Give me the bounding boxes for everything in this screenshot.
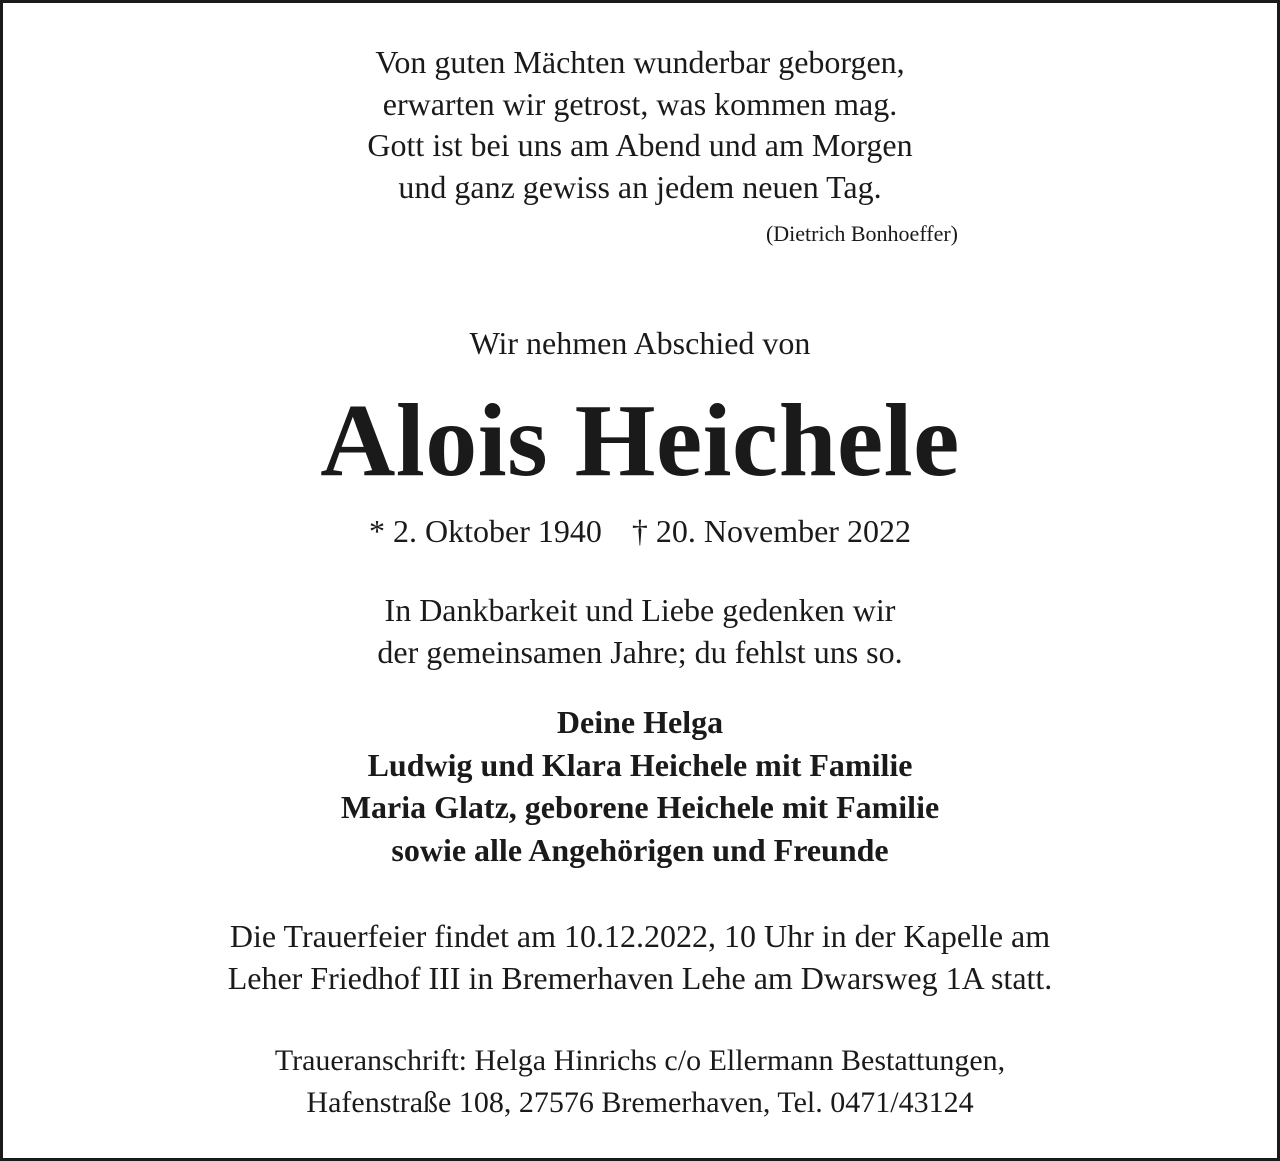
quote-attribution: (Dietrich Bonhoeffer) [765,221,958,246]
death-date: † 20. November 2022 [631,513,911,549]
quote-line: erwarten wir getrost, was kommen mag. [382,85,898,122]
address-line: Traueranschrift: Helga Hinrichs c/o Ellermann Bestattungen, [274,1044,1006,1077]
address-line: Hafenstraße 108, 27576 Bremerhaven, Tel. 0471/43124 [306,1086,974,1119]
tribute-line: In Dankbarkeit und Liebe gedenken wir [384,592,896,628]
mourner-line: Ludwig und Klara Heichele mit Familie [367,746,913,783]
mourner-line: Maria Glatz, geborene Heichele mit Familie [340,789,940,825]
quote-line: Gott ist bei uns am Abend und am Morgen [367,127,913,163]
bonhoeffer-quote [0,42,1280,208]
tribute-text [0,589,1280,673]
deceased-name: Alois Heichele [320,383,960,498]
quote-line: Von guten Mächten wunderbar geborgen, [375,44,905,80]
life-dates [0,510,1280,552]
birth-date: * 2. Oktober 1940 [369,513,602,549]
ceremony-info [0,916,1280,999]
farewell-intro: Wir nehmen Abschied von [469,325,811,361]
ceremony-line: Die Trauerfeier findet am 10.12.2022, 10 Uhr in der Kapelle am [229,918,1051,954]
mourner-line: sowie alle Angehörigen und Freunde [391,831,889,868]
mourning-address [0,1040,1280,1124]
mourner-line: Deine Helga [556,704,724,740]
mourners-list [0,701,1280,871]
ceremony-line: Leher Friedhof III in Bremerhaven Lehe am Dwarsweg 1A statt. [227,959,1053,996]
tribute-line: der gemeinsamen Jahre; du fehlst uns so. [377,634,903,670]
quote-line: und ganz gewiss an jedem neuen Tag. [398,168,882,205]
